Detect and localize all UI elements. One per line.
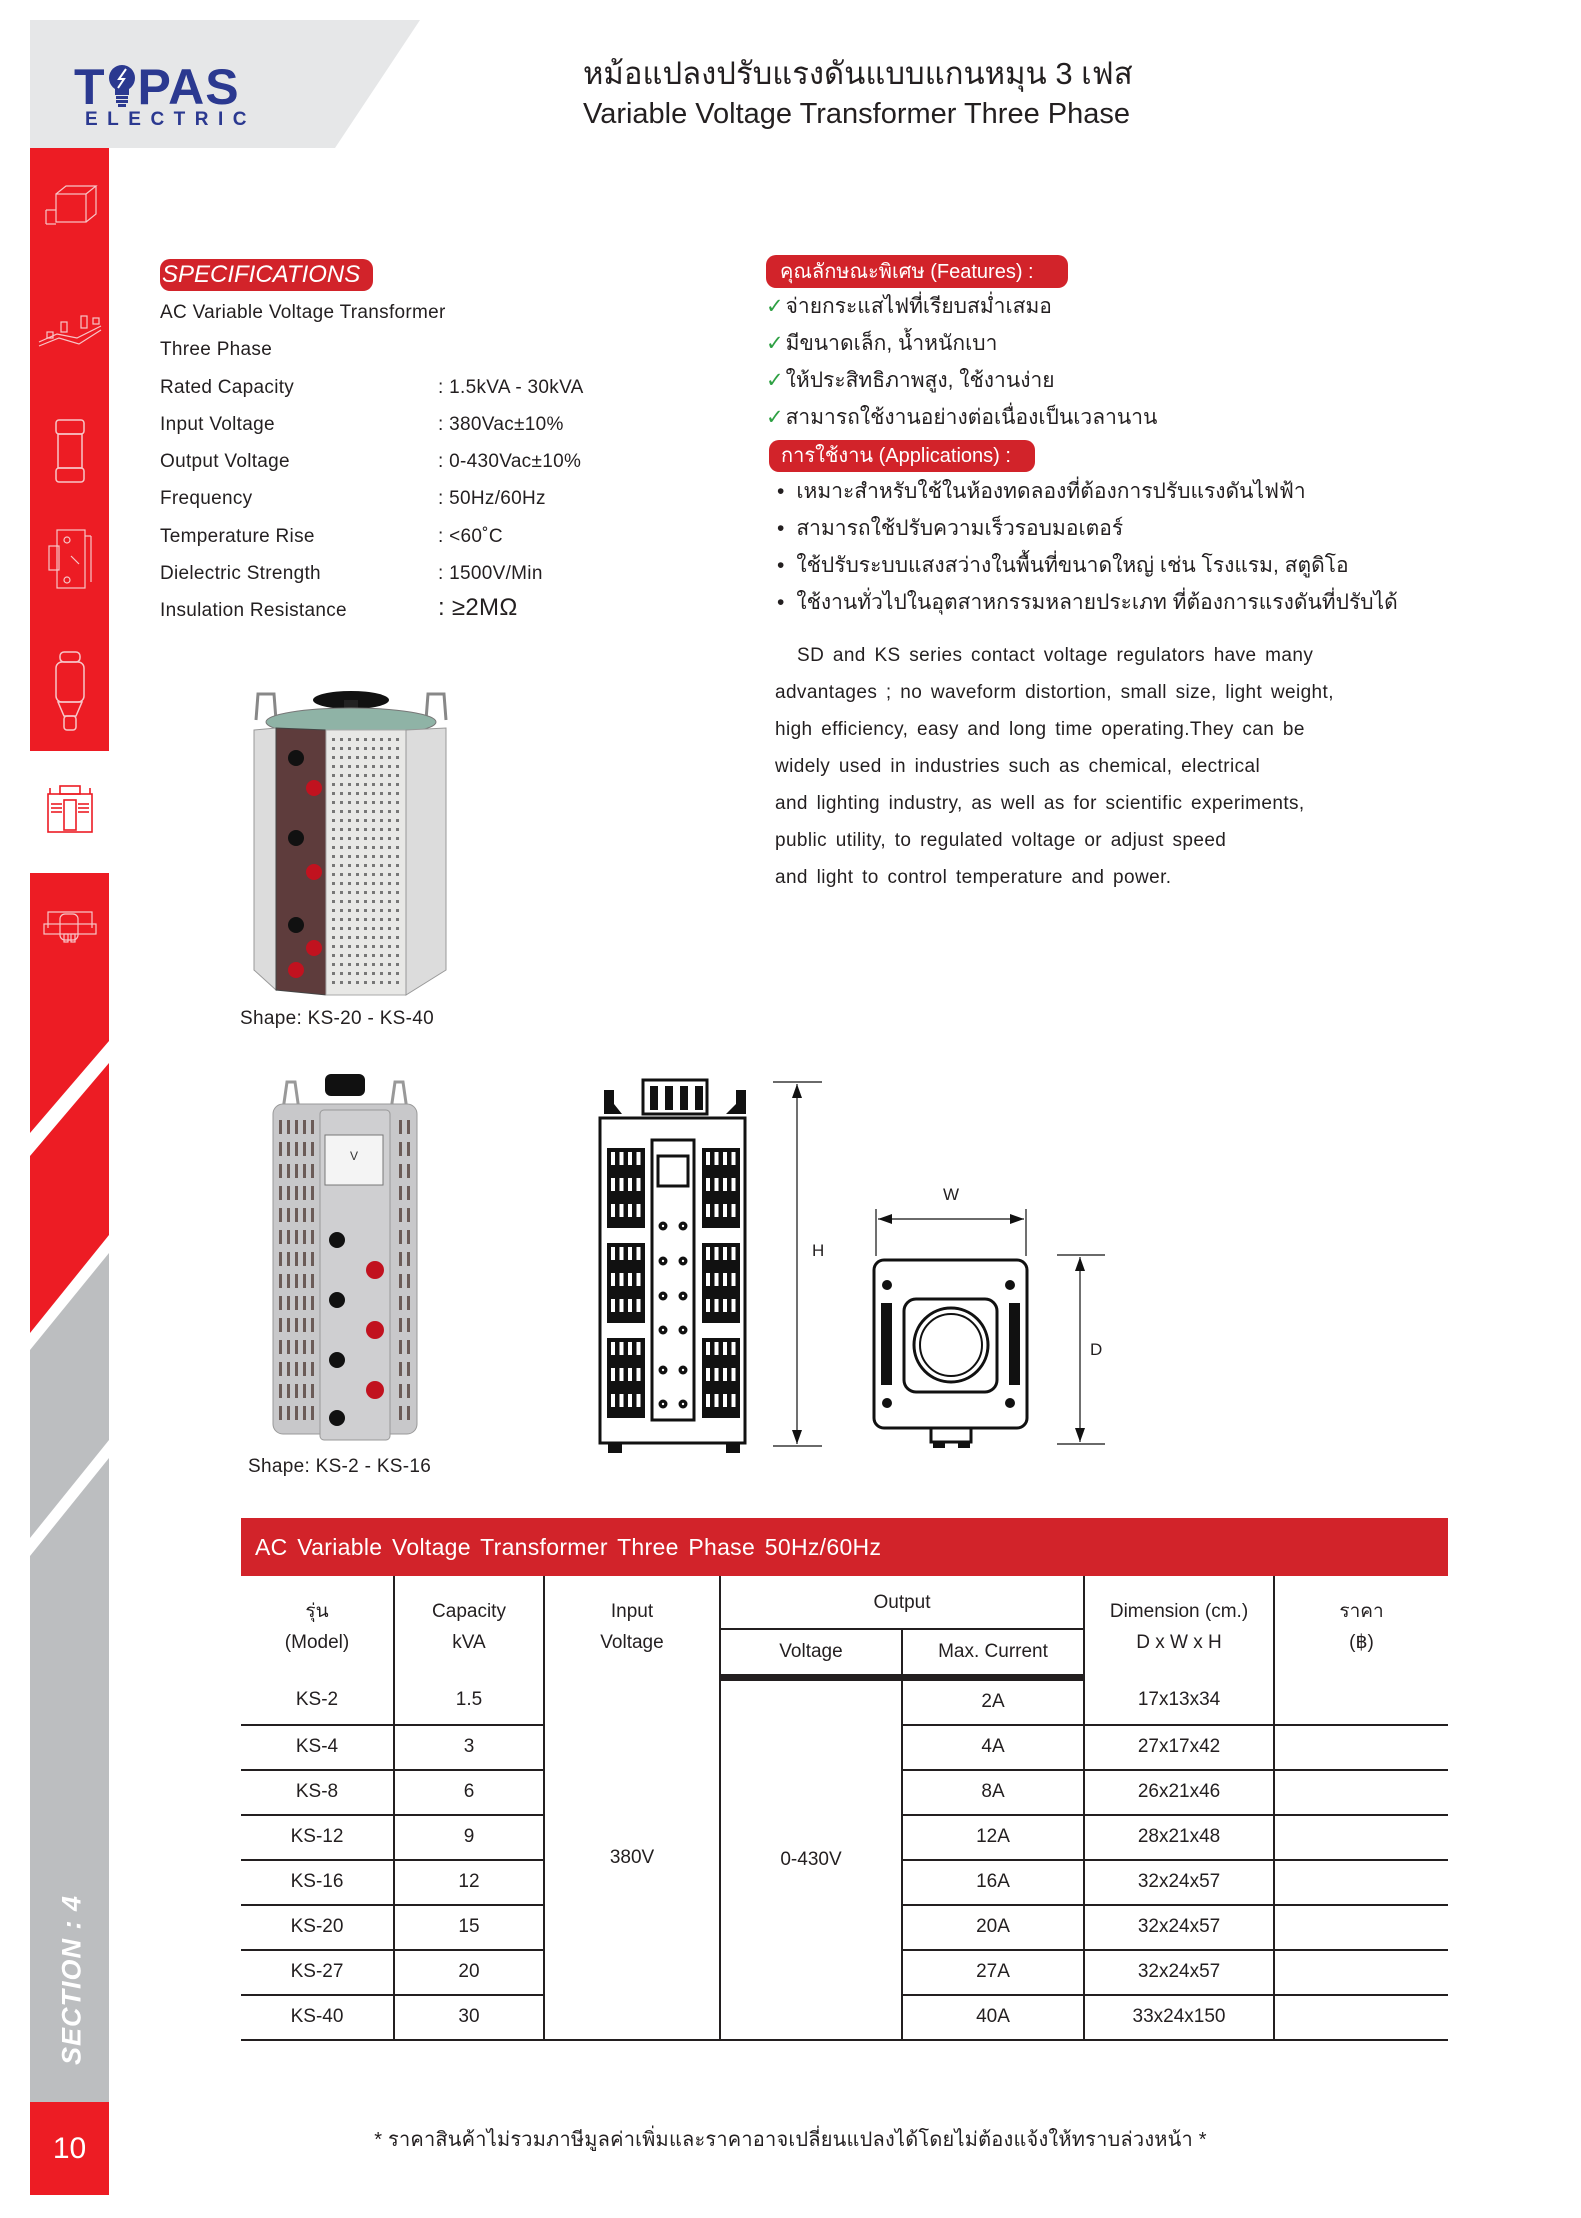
cell-max-current: 20A bbox=[902, 1905, 1084, 1950]
cell-capacity: 9 bbox=[394, 1815, 544, 1860]
spec-label: Rated Capacity bbox=[160, 377, 295, 398]
spec-value: : 50Hz/60Hz bbox=[438, 488, 546, 509]
page-title-english: Variable Voltage Transformer Three Phase bbox=[583, 98, 1131, 130]
table-title-banner: AC Variable Voltage Transformer Three Phase 50Hz/60Hz bbox=[241, 1518, 1448, 1576]
spec-value: : 380Vac±10% bbox=[438, 414, 564, 435]
logo-wordmark: T PAS bbox=[74, 59, 240, 115]
description-line: widely used in industries such as chemical, electrical bbox=[775, 756, 1261, 777]
spec-title-line: Three Phase bbox=[160, 339, 273, 360]
cell-model: KS-4 bbox=[241, 1725, 394, 1770]
col-header-capacity: Capacity kVA bbox=[394, 1576, 544, 1677]
photo-caption: Shape: KS-20 - KS-40 bbox=[240, 1008, 434, 1029]
feature-item: ✓มีขนาดเล็ก, น้ำหนักเบา bbox=[766, 332, 998, 355]
cell-price bbox=[1274, 1770, 1448, 1815]
cell-model: KS-16 bbox=[241, 1860, 394, 1905]
table-row bbox=[241, 1677, 1448, 1725]
cell-max-current: 27A bbox=[902, 1950, 1084, 1995]
spec-label: Dielectric Strength bbox=[160, 563, 321, 584]
checkmark-icon: ✓ bbox=[766, 295, 784, 318]
feature-item: ✓ให้ประสิทธิภาพสูง, ใช้งานง่าย bbox=[766, 369, 1055, 392]
bullet-icon: • bbox=[777, 554, 785, 577]
terminal-icon[interactable] bbox=[30, 906, 109, 946]
product-photo-ks2-ks16 bbox=[265, 1070, 425, 1450]
cell-dimension: 17x13x34 bbox=[1084, 1677, 1274, 1725]
col-header-input: Input Voltage bbox=[544, 1576, 720, 1677]
cell-price bbox=[1274, 1677, 1448, 1725]
col-header-output-current: Max. Current bbox=[902, 1629, 1084, 1677]
col-header-output: Output bbox=[720, 1576, 1084, 1629]
description-line: public utility, to regulated voltage or adjust speed bbox=[775, 830, 1227, 851]
page-title-thai: หม้อแปลงปรับแรงดันแบบแกนหมุน 3 เฟส bbox=[583, 56, 1133, 91]
cell-capacity: 6 bbox=[394, 1770, 544, 1815]
cell-dimension: 32x24x57 bbox=[1084, 1860, 1274, 1905]
lamp-icon[interactable] bbox=[30, 650, 109, 736]
cell-capacity: 3 bbox=[394, 1725, 544, 1770]
logo-subtitle: ELECTRIC bbox=[85, 109, 256, 130]
section-label: SECTION : 4 bbox=[56, 1894, 87, 2066]
cell-dimension: 32x24x57 bbox=[1084, 1950, 1274, 1995]
spec-label: Input Voltage bbox=[160, 414, 275, 435]
lightbulb-icon bbox=[107, 64, 137, 108]
application-item: • ใช้งานทั่วไปในอุตสาหกรรมหลายประเภท ที่ต้องการแรงดันที่ปรับได้ bbox=[777, 591, 1398, 614]
svg-text:V: V bbox=[349, 1149, 359, 1163]
cell-price bbox=[1274, 1995, 1448, 2040]
dimension-diagram bbox=[590, 1070, 1110, 1460]
cell-dimension: 33x24x150 bbox=[1084, 1995, 1274, 2040]
spec-title-line: AC Variable Voltage Transformer bbox=[160, 302, 446, 323]
photo-caption: Shape: KS-2 - KS-16 bbox=[248, 1456, 432, 1477]
cell-capacity: 30 bbox=[394, 1995, 544, 2040]
fuse-icon[interactable] bbox=[30, 418, 109, 484]
cell-price bbox=[1274, 1905, 1448, 1950]
description-line: and lighting industry, as well as for scientific experiments, bbox=[775, 793, 1305, 814]
bullet-icon: • bbox=[777, 480, 785, 503]
description-line: high efficiency, easy and long time operating.They can be bbox=[775, 719, 1305, 740]
description-line: and light to control temperature and power. bbox=[775, 867, 1172, 888]
checkmark-icon: ✓ bbox=[766, 369, 784, 392]
product-photo-ks20-ks40 bbox=[246, 680, 456, 1000]
application-item: • เหมาะสำหรับใช้ในห้องทดลองที่ต้องการปรับแรงดันไฟฟ้า bbox=[777, 480, 1306, 503]
spec-value: : ≥2MΩ bbox=[438, 594, 518, 621]
col-header-model: รุ่น (Model) bbox=[284, 1600, 350, 1653]
spec-label: Frequency bbox=[160, 488, 253, 509]
checkmark-icon: ✓ bbox=[766, 406, 784, 429]
spec-value: : 1500V/Min bbox=[438, 563, 543, 584]
cell-capacity: 15 bbox=[394, 1905, 544, 1950]
relay-icon[interactable] bbox=[30, 180, 109, 230]
description-line: advantages ; no waveform distortion, small size, light weight, bbox=[775, 682, 1334, 703]
description-line: SD and KS series contact voltage regulators have many bbox=[797, 645, 1314, 666]
feature-item: ✓จ่ายกระแสไฟที่เรียบสม่ำเสมอ bbox=[766, 295, 1052, 318]
cell-max-current: 16A bbox=[902, 1860, 1084, 1905]
cell-model: KS-27 bbox=[241, 1950, 394, 1995]
cell-max-current: 40A bbox=[902, 1995, 1084, 2040]
col-header-price: ราคา (฿) bbox=[1274, 1576, 1448, 1677]
cell-dimension: 27x17x42 bbox=[1084, 1725, 1274, 1770]
cell-max-current: 12A bbox=[902, 1815, 1084, 1860]
spec-label: Temperature Rise bbox=[160, 526, 315, 547]
top-view-drawing bbox=[874, 1185, 1105, 1448]
cell-max-current: 8A bbox=[902, 1770, 1084, 1815]
feature-item: ✓สามารถใช้งานอย่างต่อเนื่องเป็นเวลานาน bbox=[766, 406, 1158, 429]
spec-table bbox=[241, 1576, 1448, 2041]
spec-value: : <60˚C bbox=[438, 526, 503, 547]
application-item: • สามารถใช้ปรับความเร็วรอบมอเตอร์ bbox=[777, 517, 1124, 540]
cell-max-current: 2A bbox=[902, 1677, 1084, 1725]
page-number: 10 bbox=[30, 2102, 109, 2195]
cell-price bbox=[1274, 1950, 1448, 1995]
cell-dimension: 32x24x57 bbox=[1084, 1905, 1274, 1950]
cell-capacity: 1.5 bbox=[394, 1677, 544, 1725]
width-label: W bbox=[942, 1185, 960, 1204]
cell-max-current: 4A bbox=[902, 1725, 1084, 1770]
checkmark-icon: ✓ bbox=[766, 332, 784, 355]
cell-model: KS-8 bbox=[241, 1770, 394, 1815]
col-header-output-voltage: Voltage bbox=[720, 1629, 902, 1677]
cell-model: KS-20 bbox=[241, 1905, 394, 1950]
applications-heading: การใช้งาน (Applications) : bbox=[769, 440, 1035, 472]
switch-icon[interactable] bbox=[30, 308, 109, 354]
cell-capacity: 12 bbox=[394, 1860, 544, 1905]
breaker-icon[interactable] bbox=[30, 526, 109, 592]
cell-model: KS-40 bbox=[241, 1995, 394, 2040]
spec-value: : 0-430Vac±10% bbox=[438, 451, 582, 472]
spec-label: Output Voltage bbox=[160, 451, 290, 472]
application-item: • ใช้ปรับระบบแสงสว่างในพื้นที่ขนาดใหญ่ เช่น โรงแรม, สตูดิโอ bbox=[777, 554, 1349, 577]
bullet-icon: • bbox=[777, 517, 785, 540]
specifications-heading: SPECIFICATIONS bbox=[160, 259, 373, 291]
cell-model: KS-2 bbox=[241, 1677, 394, 1725]
cell-output-voltage: 0-430V bbox=[720, 1677, 902, 2040]
cell-capacity: 20 bbox=[394, 1950, 544, 1995]
cell-price bbox=[1274, 1815, 1448, 1860]
front-view-drawing bbox=[600, 1080, 824, 1453]
cell-input-voltage: 380V bbox=[544, 1677, 720, 2040]
cell-dimension: 26x21x46 bbox=[1084, 1770, 1274, 1815]
spec-value: : 1.5kVA - 30kVA bbox=[438, 377, 584, 398]
transformer-icon[interactable] bbox=[30, 784, 109, 834]
height-label: H bbox=[812, 1241, 825, 1260]
cell-model: KS-12 bbox=[241, 1815, 394, 1860]
bullet-icon: • bbox=[777, 591, 785, 614]
spec-label: Insulation Resistance bbox=[160, 600, 347, 621]
cell-price bbox=[1274, 1860, 1448, 1905]
cell-dimension: 28x21x48 bbox=[1084, 1815, 1274, 1860]
col-header-dimension: Dimension (cm.) D x W x H bbox=[1084, 1576, 1274, 1677]
footer-price-note: * ราคาสินค้าไม่รวมภาษีมูลค่าเพิ่มและราคาอาจเปลี่ยนแปลงได้โดยไม่ต้องแจ้งให้ทราบล่วงหน้า * bbox=[374, 2129, 1207, 2151]
cell-price bbox=[1274, 1725, 1448, 1770]
features-heading: คุณลักษณะพิเศษ (Features) : bbox=[766, 255, 1068, 288]
depth-label: D bbox=[1090, 1340, 1103, 1359]
